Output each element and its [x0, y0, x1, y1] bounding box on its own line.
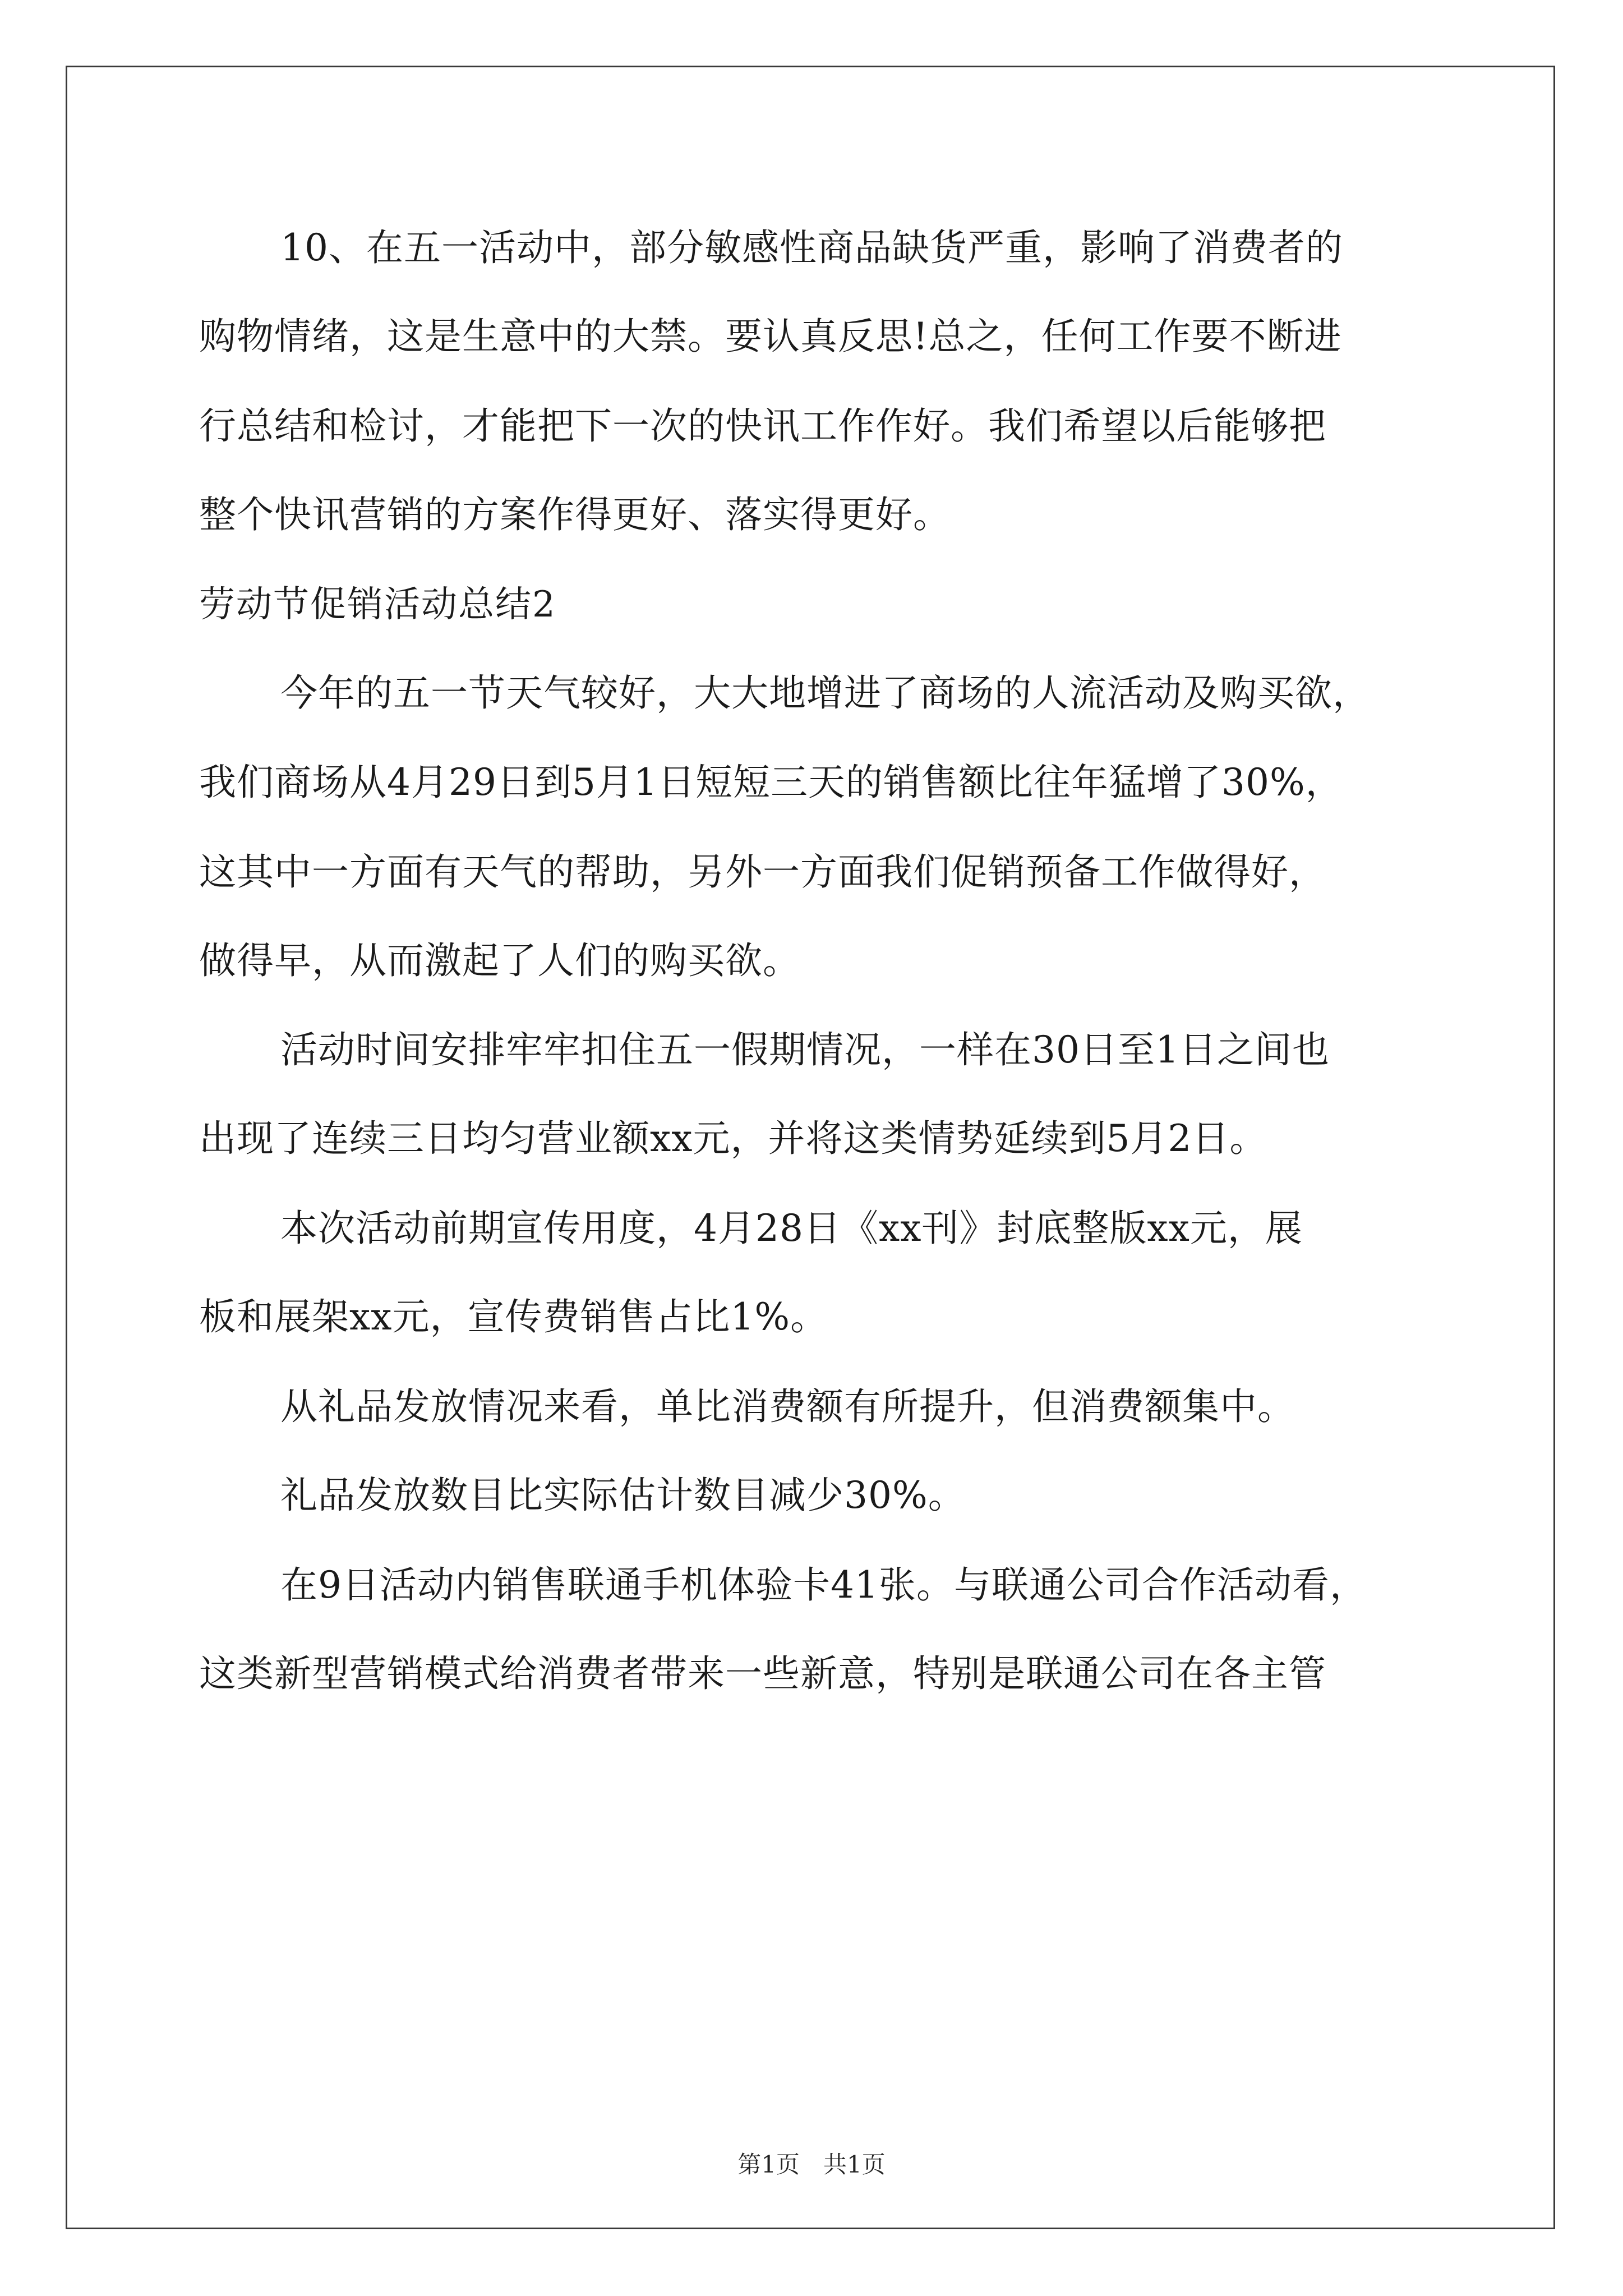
paragraph-line: 10、在五一活动中，部分敏感性商品缺货严重，影响了消费者的 — [280, 226, 1343, 269]
page-number: 第1页 共1页 — [737, 2151, 886, 2178]
paragraph-line: 本次活动前期宣传用度，4月28日《xx刊》封底整版xx元，展 — [280, 1207, 1303, 1250]
paragraph-line: 板和展架xx元，宣传费销售占比1%。 — [199, 1295, 828, 1338]
paragraph-line: 我们商场从4月29日到5月1日短短三天的销售额比往年猛增了30%， — [199, 761, 1343, 804]
paragraph-line: 活动时间安排牢牢扣住五一假期情况，一样在30日至1日之间也 — [280, 1028, 1330, 1071]
paragraph-line: 整个快讯营销的方案作得更好、落实得更好。 — [199, 493, 951, 536]
paragraph-line: 做得早，从而激起了人们的购买欲。 — [199, 939, 800, 982]
paragraph-line: 购物情绪，这是生意中的大禁。要认真反思!总之，任何工作要不断进 — [199, 315, 1342, 358]
paragraph-line: 礼品发放数目比实际估计数目减少30%。 — [280, 1474, 966, 1517]
paragraph-line: 在9日活动内销售联通手机体验卡41张。与联通公司合作活动看， — [280, 1563, 1367, 1607]
paragraph-line: 从礼品发放情况来看，单比消费额有所提升，但消费额集中。 — [280, 1385, 1295, 1428]
paragraph-line: 这类新型营销模式给消费者带来一些新意，特别是联通公司在各主管 — [199, 1652, 1326, 1695]
section-heading: 劳动节促销活动总结2 — [199, 584, 556, 625]
paragraph-line: 行总结和检讨，才能把下一次的快讯工作作好。我们希望以后能够把 — [199, 404, 1326, 448]
paragraph-line: 这其中一方面有天气的帮助，另外一方面我们促销预备工作做得好， — [199, 850, 1326, 894]
paragraph-line: 今年的五一节天气较好，大大地增进了商场的人流活动及购买欲， — [280, 671, 1370, 715]
paragraph-line: 出现了连续三日均匀营业额xx元，并将这类情势延续到5月2日。 — [199, 1117, 1267, 1160]
